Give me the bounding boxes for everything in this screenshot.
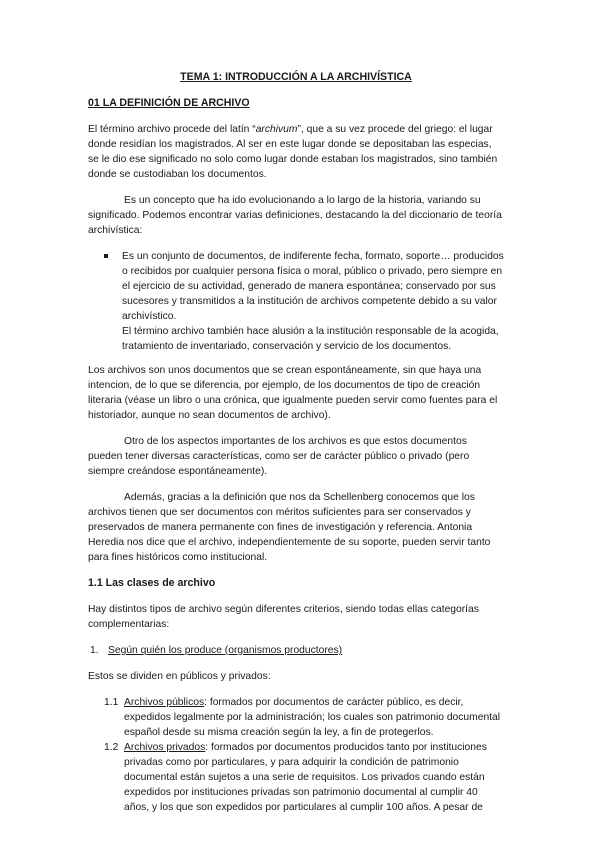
sub-list-text: : formados por documentos de carácter público, es decir, expedidos legalmente por la administración; los cuales son patrimonio documental español desde su misma creación según la ley, a fin de protegerlos. [124, 697, 501, 738]
sub-list-number: 1.2 [104, 742, 119, 753]
paragraph-spontaneous: Los archivos son unos documentos que se crean espontáneamente, sin que haya una intencion, de lo que se diferencia, por ejemplo, de los documentos de tipo de creación literaria (véase un libro o una crónica, que igualmente pueden servir como fuentes para el historiador, aunque no sean documentos de archivo). [88, 365, 498, 421]
definition-bullet-text: Es un conjunto de documentos, de indiferente fecha, formato, soporte… producidos o recibidos por cualquier persona física o moral, público o privado, pero siempre en el ejercicio de su actividad, generado de manera espontánea; conservado por sus sucesores y transmitidos a la institución de archivos competente debido a su valor archivístico. [122, 251, 504, 322]
sub-list [88, 695, 504, 815]
list-item-label: Según quién los produce (organismos productores) [108, 645, 343, 656]
sub-list-label: Archivos privados [124, 742, 206, 753]
paragraph-divide: Estos se dividen en públicos y privados: [88, 671, 271, 682]
section-heading-definition: 01 LA DEFINICIÓN DE ARCHIVO [88, 97, 250, 109]
etymology-text-after: ”, que a su vez procede del griego: el lugar donde residían los magistrados. Al ser en este lugar donde se depositaban las especias, se le dio ese significado no solo como lugar donde estaban los magistrados, sino también donde se custodiaban los documentos. [88, 124, 498, 180]
latin-term: archivum [255, 124, 298, 135]
section-heading-classes: 1.1 Las clases de archivo [88, 577, 216, 589]
paragraph-types-intro: Hay distintos tipos de archivo según diferentes criterios, siendo todas ellas categorías complementarias: [88, 604, 479, 630]
page-title: TEMA 1: INTRODUCCIÓN A LA ARCHIVÍSTICA [180, 71, 412, 83]
paragraph-concept: Es un concepto que ha ido evolucionando a lo largo de la historia, variando su significado. Podemos encontrar varias definiciones, destacando la del diccionario de teoría archivística: [88, 195, 502, 236]
paragraph-etymology [88, 122, 504, 182]
list-number: 1. [90, 645, 99, 656]
sub-list-item-private [88, 740, 504, 815]
numbered-list-item [88, 643, 504, 658]
definition-bullet-extra: El término archivo también hace alusión a la institución responsable de la acogida, tratamiento de inventariado, conservación y servicio de los documentos. [122, 326, 499, 352]
definition-bullet-list [88, 249, 504, 354]
numbered-list [88, 643, 504, 658]
paragraph-characteristics: Otro de los aspectos importantes de los archivos es que estos documentos pueden tener diversas características, como ser de carácter público o privado (pero siempre creándose espontáneamente). [88, 436, 470, 477]
sub-list-label: Archivos públicos [124, 697, 205, 708]
sub-list-number: 1.1 [104, 697, 119, 708]
paragraph-schellenberg: Además, gracias a la definición que nos da Schellenberg conocemos que los archivos tienen que ser documentos con méritos suficientes para ser conservados y preservados de manera permanente con fines de investigación y referencia. Antonia Heredia nos dice que el archivo, independientemente de su soporte, pueden servir tanto para fines históricos como institucional. [88, 492, 491, 563]
bullet-marker-icon [104, 254, 108, 258]
sub-list-item-public [88, 695, 504, 740]
sub-list-text: : formados por documentos producidos tanto por instituciones privadas como por particulares, y para adquirir la condición de patrimonio documental están sujetos a una serie de requisitos. Los privados cuando están expedidos por instituciones privadas son patrimonio documental al cumplir 40 años, y los que son expedidos por particulares al cumplir 100 años. A pesar de [124, 742, 487, 813]
etymology-text-before: El término archivo procede del latín “ [88, 124, 256, 135]
definition-bullet [88, 249, 504, 354]
